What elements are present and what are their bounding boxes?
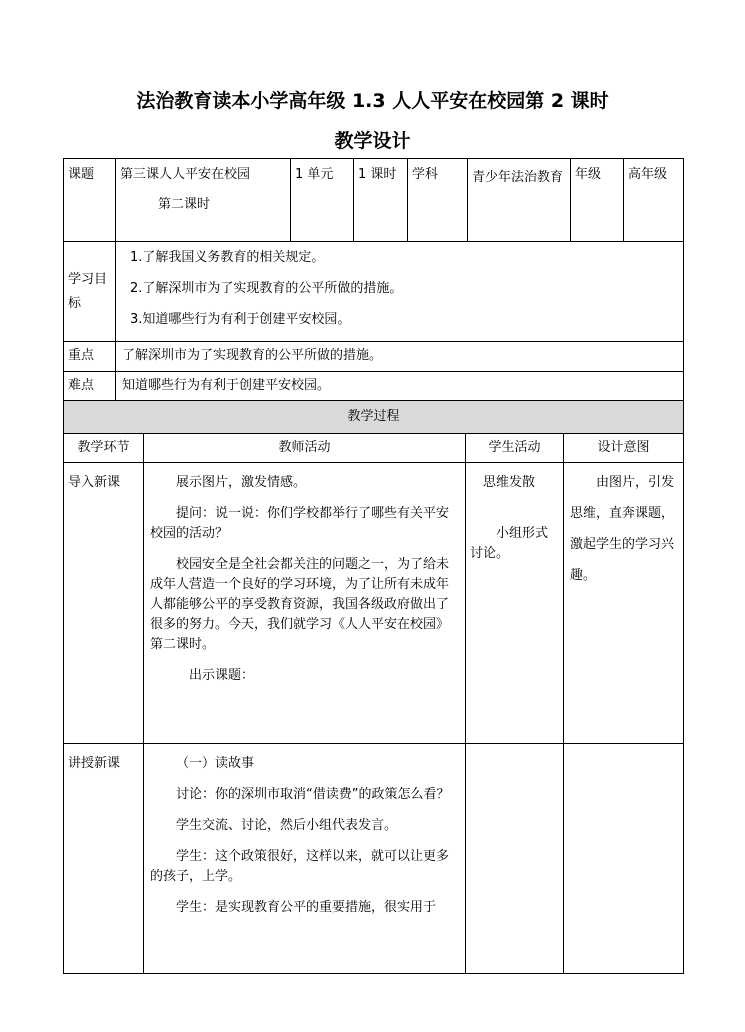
process-table — [63, 400, 684, 974]
stage-cell: 导入新课 — [64, 463, 144, 744]
key-value: 了解深圳市为了实现教育的公平所做的措施。 — [116, 342, 684, 372]
objective-item: 2.了解深圳市为了实现教育的公平所做的措施。 — [130, 281, 403, 296]
difficulty-label: 难点 — [64, 372, 116, 403]
difficulty-value: 知道哪些行为有利于创建平安校园。 — [116, 372, 684, 403]
teacher-paragraph: 学生交流、讨论，然后小组代表发言。 — [176, 818, 398, 833]
key-label: 重点 — [64, 342, 116, 372]
topic-value — [116, 159, 291, 242]
stage-cell: 讲授新课 — [64, 744, 144, 974]
period-value: 1 课时 — [354, 159, 408, 242]
topic-value-line2: 第二课时 — [158, 197, 211, 212]
objective-label: 学习目标 — [64, 242, 116, 342]
student-paragraph: 小组形式讨论。 — [470, 526, 549, 561]
teacher-paragraph: 学生：这个政策很好，这样以来，就可以让更多的孩子，上学。 — [150, 849, 450, 884]
teacher-activity-cell — [144, 463, 466, 744]
design-intent-cell — [564, 744, 684, 974]
student-activity-cell — [466, 744, 564, 974]
grade-value: 高年级 — [624, 159, 684, 242]
teacher-paragraph: 讨论：你的深圳市取消“借读费”的政策怎么看？ — [176, 787, 450, 802]
objective-list — [116, 242, 684, 342]
header-teacher: 教师活动 — [144, 434, 466, 463]
teacher-activity-cell — [144, 744, 466, 974]
teacher-paragraph: 展示图片，激发情感。 — [176, 475, 307, 490]
student-paragraph: 思维发散 — [483, 475, 536, 490]
teacher-paragraph: 出示课题： — [189, 668, 255, 683]
objective-item: 1.了解我国义务教育的相关规定。 — [130, 250, 325, 265]
unit-value: 1 单元 — [291, 159, 354, 242]
document-subtitle: 教学设计 — [334, 130, 411, 152]
header-intent: 设计意图 — [564, 434, 684, 463]
intent-paragraph: 由图片，引发思维，直奔课题，激起学生的学习兴趣。 — [570, 475, 675, 583]
grade-label: 年级 — [571, 159, 624, 242]
topic-label: 课题 — [64, 159, 116, 242]
subject-value: 青少年法治教育 — [468, 159, 571, 242]
topic-value-line1: 第三课人人平安在校园 — [120, 167, 251, 182]
header-student: 学生活动 — [466, 434, 564, 463]
teacher-paragraph: （一）读故事 — [176, 756, 255, 771]
header-stage: 教学环节 — [64, 434, 144, 463]
subject-label: 学科 — [408, 159, 468, 242]
teacher-paragraph: 提问：说一说：你们学校都举行了哪些有关平安校园的活动？ — [150, 506, 450, 541]
teacher-paragraph: 校园安全是全社会都关注的问题之一，为了给未成年人营造一个良好的学习环境，为了让所有未成年人都能够公平的享受教育资源，我国各级政府做出了很多的努力。今天，我们就学习《人人平安在校园》第二课时。 — [150, 557, 450, 652]
student-activity-cell — [466, 463, 564, 744]
design-intent-cell — [564, 463, 684, 744]
document-title: 法治教育读本小学高年级 1.3 人人平安在校园第 2 课时 — [136, 90, 609, 112]
info-table — [63, 158, 684, 403]
process-section-title: 教学过程 — [64, 401, 684, 434]
objective-item: 3.知道哪些行为有利于创建平安校园。 — [130, 312, 351, 327]
teacher-paragraph: 学生：是实现教育公平的重要措施，很实用于 — [176, 900, 437, 915]
